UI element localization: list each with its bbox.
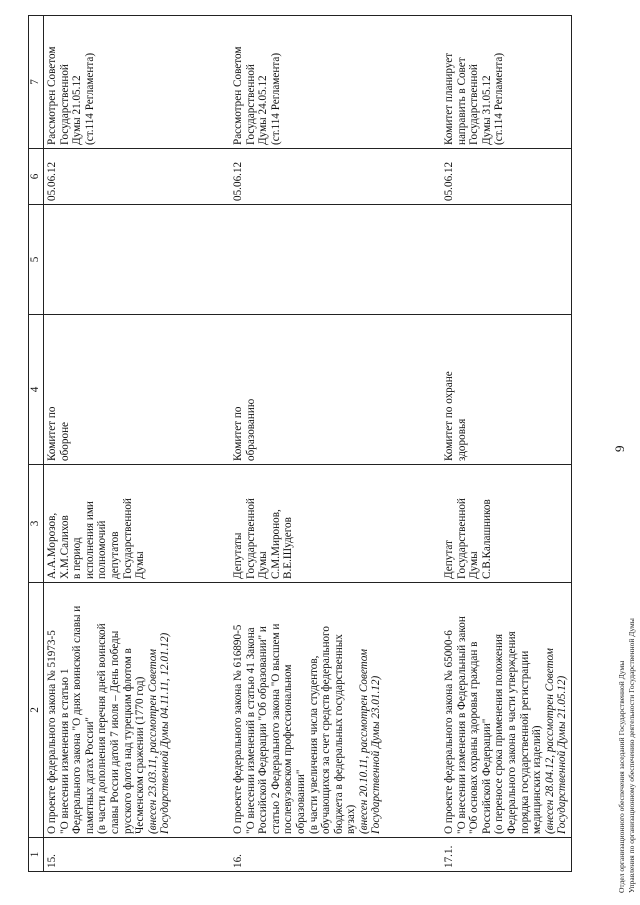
responsible-committee [44, 315, 174, 465]
spacer-cell [385, 149, 441, 205]
review-date: 05.06.12 [230, 149, 385, 205]
spacer-cell [385, 205, 441, 315]
bill-authors [230, 465, 385, 583]
header-col-6: 6 [29, 149, 44, 205]
bill-line: порядка государственной регистрации [518, 650, 531, 834]
bill-line: О проекте федерального закона № 616890-5 [231, 624, 244, 834]
author-line: депутатов [108, 531, 121, 579]
spacer-cell [385, 583, 441, 838]
bill-line: (в части дополнения перечня дней воинской [96, 623, 109, 834]
bill-line: Федерального закона в части утверждения [506, 631, 519, 834]
page-number: 9 [612, 445, 627, 452]
bill-submission-note: (внесен 23.03.11, рассмотрен Советом [146, 648, 159, 834]
header-col-7: 7 [29, 16, 44, 149]
bill-submission-note: Государственной Думы 21.05.12) [556, 675, 569, 834]
bill-submission-note: (внесен 28.04.12, рассмотрен Советом [543, 648, 556, 834]
bill-line: "Об основах охраны здоровья граждан в [468, 641, 481, 834]
row-spacer [385, 16, 441, 872]
author-line: А.А.Морозов, [46, 512, 58, 579]
bill-line: медицинских изделий) [531, 725, 544, 834]
bill-line: бюджета в федеральных государственных [332, 634, 345, 834]
footer-line-1: Отдел организационного обеспечения заседаний Государственной Думы [617, 660, 626, 893]
bill-line: О проекте федерального закона № 51973-5 [46, 630, 58, 834]
author-line: Думы [134, 551, 147, 579]
status-line: (ст.114 Регламента) [269, 52, 282, 145]
status-line: направить в Совет [455, 57, 468, 145]
status-line: Комитет планирует [443, 52, 456, 145]
status-line: Думы 24.05.12 [257, 75, 270, 145]
spacer-cell [174, 465, 230, 583]
column-5-cell [441, 205, 571, 315]
footer-line-2: Управления по организационному обеспечению деятельности Государственной Думы [627, 618, 636, 893]
bill-line: Чесменском сражении (1770 год) [134, 676, 147, 834]
committee-line: Комитет по охране [443, 371, 456, 461]
author-line: Думы [468, 551, 481, 579]
column-5-cell [230, 205, 385, 315]
review-date: 05.06.12 [441, 149, 571, 205]
status-line: Государственной [58, 64, 71, 145]
spacer-cell [174, 205, 230, 315]
bill-line: (о переносе срока применения положения [493, 633, 506, 834]
bill-line: (в части увеличения числа студентов, [307, 655, 320, 834]
committee-line: образованию [244, 398, 257, 461]
bill-description [230, 583, 385, 838]
spacer-cell [385, 465, 441, 583]
row-number: 15. [44, 838, 174, 872]
spacer-cell [174, 315, 230, 465]
header-col-5: 5 [29, 205, 44, 315]
status-line: Думы 21.05.12 [71, 75, 84, 145]
bill-line: обучающихся за счет средств федерального [320, 626, 333, 834]
bill-description [44, 583, 174, 838]
author-line: Депутат [443, 540, 456, 579]
spacer-cell [174, 149, 230, 205]
bills-table-rotated [28, 16, 588, 872]
bill-line: послевузовском профессиональном [282, 664, 295, 834]
bill-line: вузах) [345, 804, 358, 834]
bill-line: Федерального закона "О днях воинской славы и [71, 605, 84, 834]
author-line: полномочий [96, 520, 109, 579]
table-row [44, 16, 174, 872]
author-line: Х.М.Салихов [58, 515, 71, 579]
status-line: Рассмотрен Советом [46, 46, 58, 145]
spacer-cell [174, 583, 230, 838]
table-row [441, 16, 571, 872]
bill-line: "О внесении изменения в Федеральный закон [455, 616, 468, 834]
committee-line: Комитет по [46, 406, 58, 461]
author-line: С.В.Калашников [480, 499, 493, 579]
table-row [230, 16, 385, 872]
row-number: 16. [230, 838, 385, 872]
committee-line: здоровья [455, 418, 468, 461]
bill-line: образовании" [294, 769, 307, 834]
bill-submission-note: Государственной Думы 04.11.11, 12.01.12) [159, 632, 172, 834]
author-line: С.М.Миронов, [269, 509, 282, 579]
bill-line: русского флота над турецким флотом в [121, 648, 134, 834]
row-number: 17.1. [441, 838, 571, 872]
status-line: Государственной [468, 64, 481, 145]
bill-submission-note: (внесен 20.10.11, рассмотрен Советом [357, 648, 370, 834]
bill-line: Российской Федерации" [480, 718, 493, 834]
status-line: Думы 31.05.12 [480, 75, 493, 145]
bill-line: славы России датой 7 июля – День победы [108, 630, 121, 834]
author-line: Думы [257, 551, 270, 579]
author-line: в период [71, 537, 84, 579]
bill-description [441, 583, 571, 838]
author-line: Государственной [244, 498, 257, 579]
bill-submission-note: Государственной Думы 23.01.12) [370, 675, 383, 834]
author-line: Государственной [121, 498, 134, 579]
bill-line: "О внесении изменения в статью 1 [58, 668, 71, 834]
responsible-committee [441, 315, 571, 465]
spacer-cell [174, 838, 230, 872]
bills-table [28, 15, 572, 872]
bill-line: памятных датах России" [83, 717, 96, 834]
column-5-cell [44, 205, 174, 315]
status-line: (ст.114 Регламента) [83, 52, 96, 145]
responsible-committee [230, 315, 385, 465]
spacer-cell [174, 16, 230, 149]
committee-line: Комитет по [231, 406, 244, 461]
status-line: (ст.114 Регламента) [493, 52, 506, 145]
header-col-1: 1 [29, 838, 44, 872]
bill-line: Российской Федерации "Об образовании" и [257, 626, 270, 834]
author-line: Депутаты [231, 532, 244, 579]
author-line: исполнения ими [83, 501, 96, 579]
bill-line: О проекте федерального закона № 65000-6 [443, 630, 456, 834]
bill-line: "О внесении изменений в статью 41 Закона [244, 627, 257, 834]
status-line: Государственной [244, 64, 257, 145]
bill-authors [441, 465, 571, 583]
spacer-cell [385, 16, 441, 149]
table-header-row [29, 16, 44, 872]
header-col-4: 4 [29, 315, 44, 465]
author-line: Государственной [455, 498, 468, 579]
status-line: Рассмотрен Советом [231, 46, 244, 145]
review-date: 05.06.12 [44, 149, 174, 205]
status-note [441, 16, 571, 149]
spacer-cell [385, 838, 441, 872]
bill-line: статью 2 Федерального закона "О высшем и [269, 623, 282, 834]
row-spacer [174, 16, 230, 872]
footer [617, 273, 637, 893]
status-note [230, 16, 385, 149]
committee-line: обороне [58, 421, 71, 461]
status-note [44, 16, 174, 149]
author-line: В.Е.Шудегов [282, 517, 295, 579]
header-col-3: 3 [29, 465, 44, 583]
spacer-cell [385, 315, 441, 465]
bill-authors [44, 465, 174, 583]
header-col-2: 2 [29, 583, 44, 838]
